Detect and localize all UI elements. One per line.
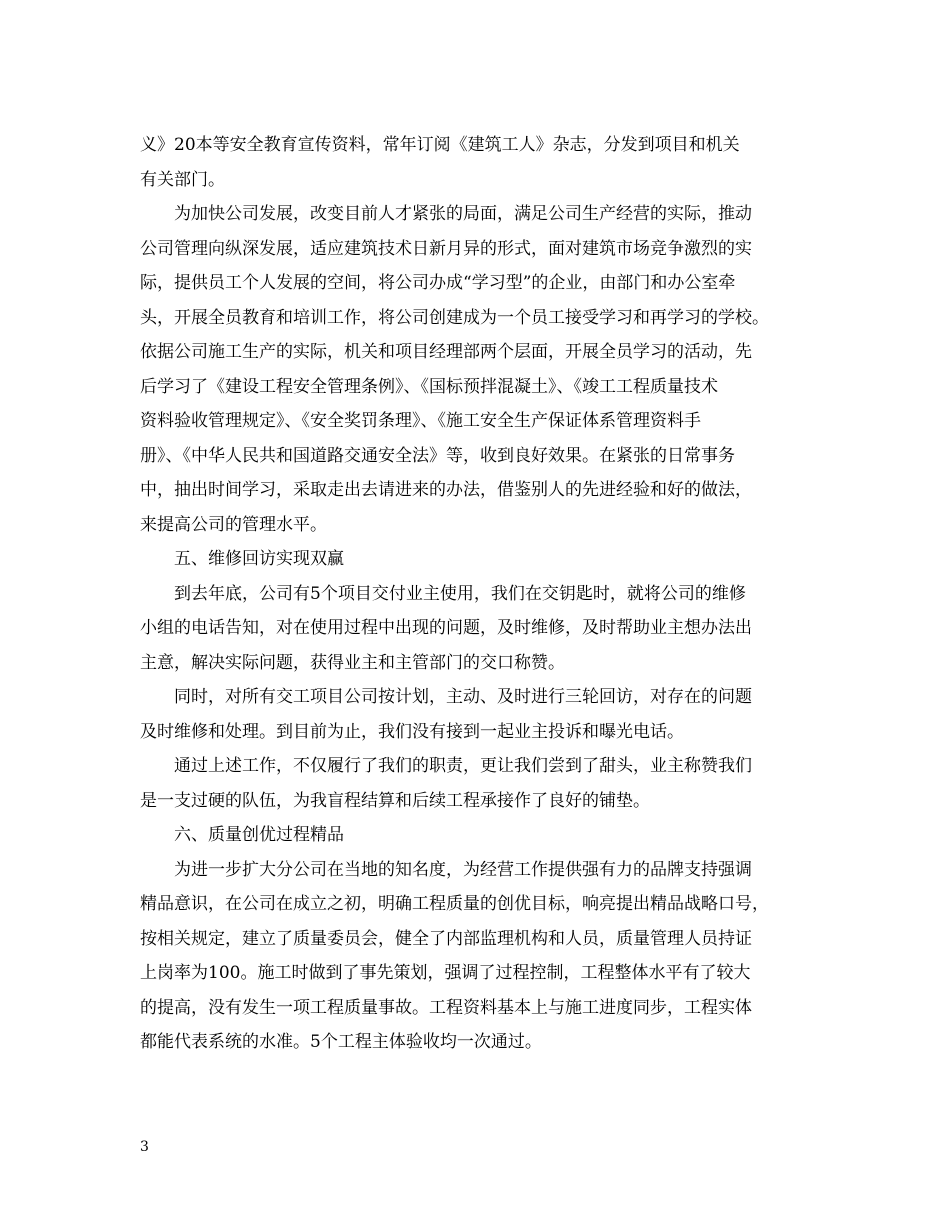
text-line: 及时维修和处理。到目前为止，我们没有接到一起业主投诉和曝光电话。 [140, 721, 684, 742]
text-line: 依据公司施工生产的实际，机关和项目经理部两个层面，开展全员学习的活动，先 [140, 342, 752, 362]
text-line: 的提高，没有发生一项工程质量事故。工程资料基本上与施工进度同步，工程实体 [140, 997, 752, 1018]
text-line: 是一支过硬的队伍，为我盲程结算和后续工程承接作了良好的铺垫。 [140, 790, 650, 811]
text-line: 中，抽出时间学习，采取走出去请进来的办法，借鉴别人的先进经验和好的做法， [140, 480, 752, 500]
text-line: 义》20本等安全教育宣传资料，常年订阅《建筑工人》杂志，分发到项目和机关 [140, 135, 740, 155]
text-line: 上岗率为100。施工时做到了事先策划，强调了过程控制，工程整体水平有了较大 [140, 963, 751, 983]
text-line: 为加快公司发展，改变目前人才紧张的局面，满足公司生产经营的实际，推动 [174, 204, 752, 224]
text-line: 册》、《中华人民共和国道路交通安全法》等，收到良好效果。在紧张的日常事务 [140, 445, 735, 466]
text-line: 主意，解决实际问题，获得业主和主管部门的交口称赞。 [140, 652, 565, 673]
text-line: 到去年底，公司有5个项目交付业主使用，我们在交钥匙时，就将公司的维修 [174, 583, 746, 604]
text-line: 都能代表系统的水准。5个工程主体验收均一次通过。 [140, 1032, 542, 1052]
text-line: 后学习了《建设工程安全管理条例》、《国标预拌混凝土》、《竣工工程质量技术 [140, 376, 718, 397]
section-heading: 六、质量创优过程精品 [174, 825, 344, 845]
document-body [140, 128, 820, 1060]
text-line: 通过上述工作，不仅履行了我们的职责，更让我们尝到了甜头，业主称赞我们 [174, 756, 752, 776]
text-line: 有关部门。 [140, 169, 225, 190]
text-line: 小组的电话告知，对在使用过程中出现的问题，及时维修，及时帮助业主想办法出 [140, 618, 752, 638]
section-heading: 五、维修回访实现双赢 [174, 549, 344, 569]
text-line: 际，提供员工个人发展的空间，将公司办成“学习型”的企业，由部门和办公室牵 [140, 273, 736, 293]
text-line: 来提高公司的管理水平。 [140, 514, 327, 535]
text-line: 资料验收管理规定》、《安全奖罚条理》、《施工安全生产保证体系管理资料手 [140, 411, 701, 431]
page-number: 3 [140, 1139, 149, 1155]
text-line: 精品意识，在公司在成立之初，明确工程质量的创优目标，响亮提出精品战略口号， [140, 894, 769, 914]
text-line: 头，开展全员教育和培训工作，将公司创建成为一个员工接受学习和再学习的学校。 [140, 307, 769, 328]
text-line: 同时，对所有交工项目公司按计划，主动、及时进行三轮回访，对存在的问题 [174, 687, 752, 707]
text-line: 为进一步扩大分公司在当地的知名度，为经营工作提供强有力的品牌支持强调 [174, 859, 752, 880]
text-line: 按相关规定，建立了质量委员会，健全了内部监理机构和人员，质量管理人员持证 [140, 928, 752, 949]
text-line: 公司管理向纵深发展，适应建筑技术日新月异的形式，面对建筑市场竞争激烈的实 [140, 238, 752, 259]
